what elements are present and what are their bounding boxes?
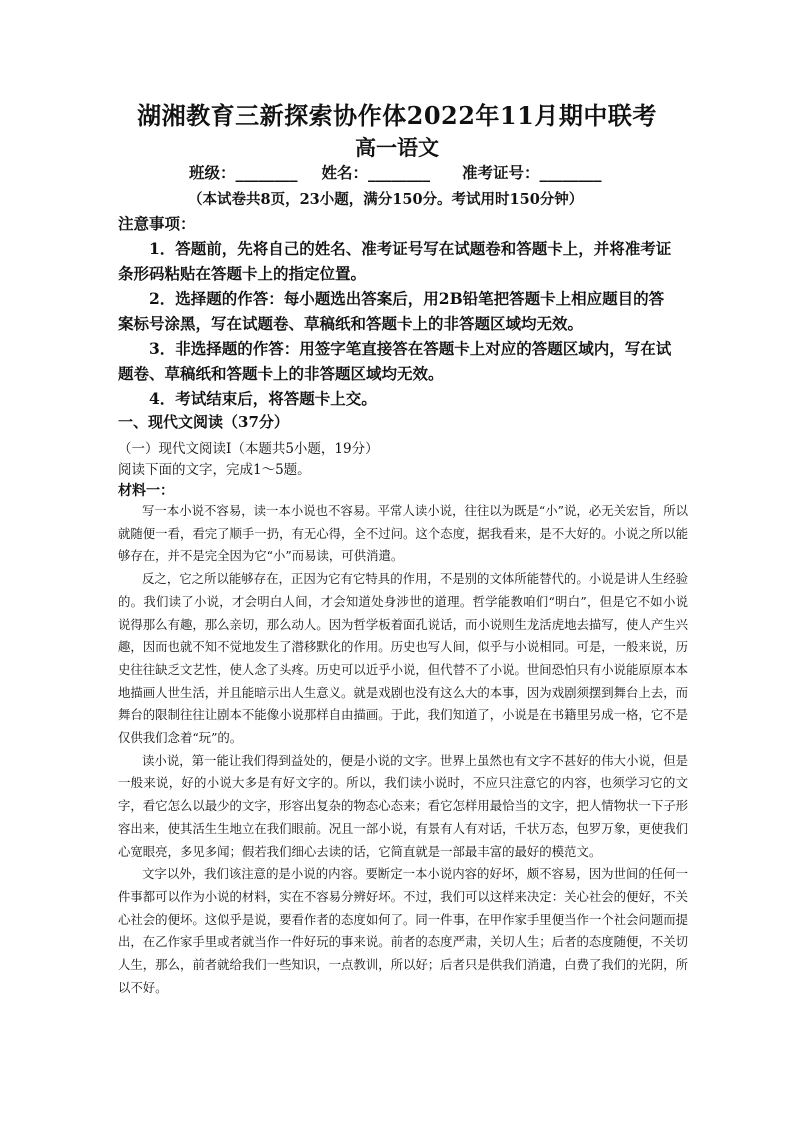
subsection-heading: （一）现代文阅读Ⅰ（本题共5小题，19分） xyxy=(118,441,379,457)
name-field[interactable]: 姓名：________ xyxy=(321,163,431,182)
class-field[interactable]: 班级：________ xyxy=(189,163,298,182)
student-info-fields xyxy=(189,161,602,183)
notice-item: 2．选择题的作答：每小题选出答案后，用2B铅笔把答题卡上相应题目的答案标号涂黑，写在试题卷、草稿纸和答题卡上的非答题区域均无效。 xyxy=(118,289,665,333)
instruction-text: 阅读下面的文字，完成1～5题。 xyxy=(118,462,311,478)
section-heading: 一、现代文阅读（37分） xyxy=(118,413,289,431)
notice-heading: 注意事项： xyxy=(118,214,196,233)
reading-passage xyxy=(118,500,688,999)
passage-paragraph: 文字以外，我们该注意的是小说的内容。要断定一本小说内容的好坏，颇不容易，因为世间的任何一件事都可以作为小说的材料，实在不容易分辨好坏。不过，我们可以这样来决定：关心社会的便好，不关心社会的便坏。这似乎是说，要看作者的态度如何了。同一件事，在甲作家手里便当作一个社会问题而提出，在乙作家手里或者就当作一件好玩的事来说。前者的态度严肃，关切人生；后者的态度随便，不关切人生，那么，前者就给我们一些知识，一点教训，所以好；后者只是供我们消遣，白费了我们的光阴，所以不好。 xyxy=(118,866,688,995)
exam-title: 湖湘教育三新探索协作体2022年11月期中联考 xyxy=(137,101,657,130)
notice-item: 1．答题前，先将自己的姓名、准考证号写在试题卷和答题卡上，并将准考证条形码粘贴在答题卡上的指定位置。 xyxy=(118,239,672,283)
exam-note: （本试卷共8页，23小题，满分150分。考试用时150分钟） xyxy=(188,191,584,208)
notice-item: 4．考试结束后，将答题卡上交。 xyxy=(149,389,377,408)
notice-list xyxy=(118,236,678,411)
passage-paragraph: 反之，它之所以能够存在，正因为它有它特具的作用，不是别的文体所能替代的。小说是讲人生经验的。我们读了小说，才会明白人间，才会知道处身涉世的道理。哲学能教咱们“明白”，但是它不如小说说得那么有趣，那么亲切，那么动人。因为哲学板着面孔说话，而小说则生龙活虎地去描写，使人产生兴趣，因而也就不知不觉地发生了潜移默化的作用。历史也写人间，似乎与小说相同。可是，一般来说，历史往往缺乏文艺性，使人念了头疼。历史可以近乎小说，但代替不了小说。世间恐怕只有小说能原原本本地描画人世生活，并且能暗示出人生意义。就是戏剧也没有这么大的本事，因为戏剧须摆到舞台上去，而舞台的限制往往让剧本不能像小说那样自由描画。于此，我们知道了，小说是在书籍里另成一格，它不是仅供我们念着“玩”的。 xyxy=(118,571,688,746)
notice-item: 3．非选择题的作答：用签字笔直接答在答题卡上对应的答题区域内，写在试题卷、草稿纸和答题卡上的非答题区域均无效。 xyxy=(118,339,672,383)
passage-paragraph: 读小说，第一能让我们得到益处的，便是小说的文字。世界上虽然也有文字不甚好的伟大小说，但是一般来说，好的小说大多是有好文字的。所以，我们读小说时，不应只注意它的内容，也须学习它的文字，看它怎么以最少的文字，形容出复杂的物态心态来；看它怎样用最恰当的文字，把人情物状一下子形容出来，使其活生生地立在我们眼前。况且一部小说，有景有人有对话，千状万态，包罗万象，更使我们心宽眼亮，多见多闻；假若我们细心去读的话，它简直就是一部最丰富的最好的模范文。 xyxy=(118,752,688,859)
subject-title: 高一语文 xyxy=(355,135,439,160)
material-label: 材料一： xyxy=(118,483,174,499)
passage-paragraph: 写一本小说不容易，读一本小说也不容易。平常人读小说，往往以为既是“小”说，必无关宏旨，所以就随便一看，看完了顺手一扔，有无心得，全不过问。这个态度，据我看来，是不大好的。小说之所以能够存在，并不是完全因为它“小”而易读，可供消遣。 xyxy=(118,503,688,564)
exam-number-field[interactable]: 准考证号：________ xyxy=(462,163,602,182)
